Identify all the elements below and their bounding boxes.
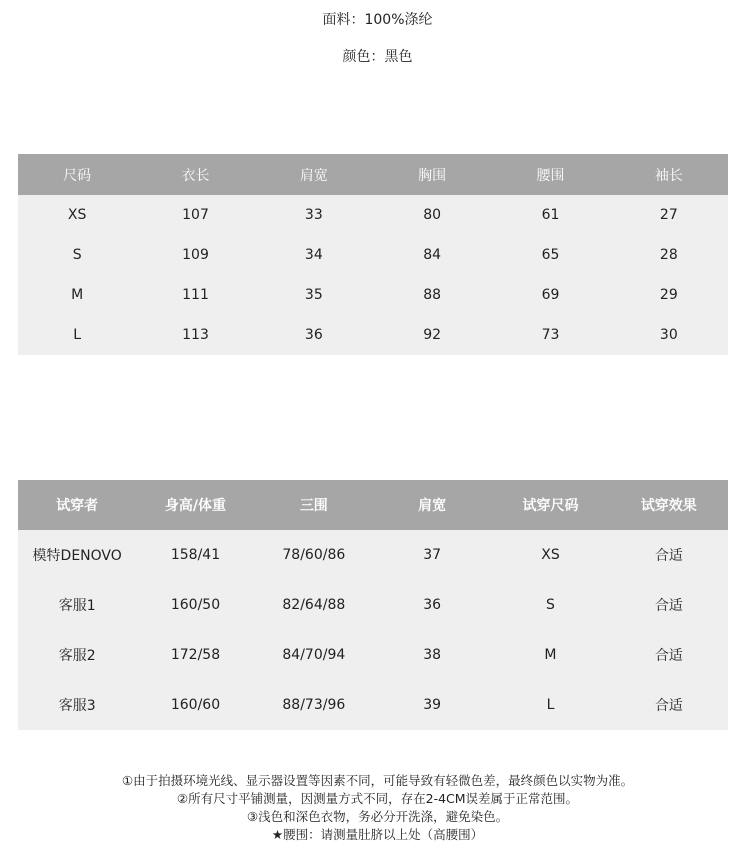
- note-measurement-error: ②所有尺寸平铺测量，因测量方式不同，存在2-4CM误差属于正常范围。: [176, 791, 579, 806]
- table-cell: 39: [373, 680, 491, 730]
- table-cell: 160/50: [136, 580, 254, 630]
- table-cell: 合适: [610, 530, 728, 580]
- table-row: [18, 235, 728, 275]
- table-cell: 84/70/94: [255, 630, 373, 680]
- table-cell: M: [18, 275, 136, 315]
- table-cell: 客服2: [18, 630, 136, 680]
- header-chest: 胸围: [373, 154, 491, 195]
- table-cell: 合适: [610, 580, 728, 630]
- note-washing: ③浅色和深色衣物，务必分开洗涤，避免染色。: [246, 809, 509, 824]
- table-cell: 82/64/88: [255, 580, 373, 630]
- table-cell: L: [18, 315, 136, 355]
- size-chart-table: [18, 154, 728, 355]
- color-spec: 颜色：黑色: [342, 49, 413, 65]
- table-cell: 61: [491, 195, 609, 235]
- header-waist: 腰围: [491, 154, 609, 195]
- table-cell: 36: [373, 580, 491, 630]
- table-cell: 158/41: [136, 530, 254, 580]
- table-row: [18, 530, 728, 580]
- note-color-difference: ①由于拍摄环境光线、显示器设置等因素不同，可能导致有轻微色差，最终颜色以实物为准。: [121, 773, 634, 788]
- fit-test-table: [18, 480, 728, 730]
- table-cell: 88/73/96: [255, 680, 373, 730]
- table-cell: 38: [373, 630, 491, 680]
- table-cell: 合适: [610, 680, 728, 730]
- table-cell: 33: [255, 195, 373, 235]
- table-cell: 78/60/86: [255, 530, 373, 580]
- table-cell: 172/58: [136, 630, 254, 680]
- table-cell: M: [491, 630, 609, 680]
- header-sleeve: 袖长: [610, 154, 728, 195]
- header-shoulder: 肩宽: [255, 154, 373, 195]
- table-cell: 88: [373, 275, 491, 315]
- table-cell: S: [491, 580, 609, 630]
- table-cell: S: [18, 235, 136, 275]
- table-cell: 109: [136, 235, 254, 275]
- table-cell: 客服3: [18, 680, 136, 730]
- table-cell: 29: [610, 275, 728, 315]
- header-length: 衣长: [136, 154, 254, 195]
- table-row: [18, 195, 728, 235]
- header-fit-result: 试穿效果: [610, 480, 728, 530]
- table-cell: 111: [136, 275, 254, 315]
- table-cell: 65: [491, 235, 609, 275]
- table-cell: 73: [491, 315, 609, 355]
- fit-test-header-row: [18, 480, 728, 530]
- table-cell: XS: [491, 530, 609, 580]
- table-cell: 合适: [610, 630, 728, 680]
- care-notes: [0, 772, 755, 844]
- header-tried-size: 试穿尺码: [491, 480, 609, 530]
- table-cell: 107: [136, 195, 254, 235]
- table-cell: 160/60: [136, 680, 254, 730]
- table-cell: 27: [610, 195, 728, 235]
- header-tester: 试穿者: [18, 480, 136, 530]
- header-size: 尺码: [18, 154, 136, 195]
- table-cell: 模特DENOVO: [18, 530, 136, 580]
- table-cell: 36: [255, 315, 373, 355]
- table-cell: 92: [373, 315, 491, 355]
- table-cell: 80: [373, 195, 491, 235]
- table-row: [18, 580, 728, 630]
- fabric-spec: 面料：100%涤纶: [322, 12, 433, 28]
- table-cell: 113: [136, 315, 254, 355]
- header-height-weight: 身高/体重: [136, 480, 254, 530]
- note-waist: ★腰围：请测量肚脐以上处（高腰围）: [271, 827, 484, 842]
- table-cell: 客服1: [18, 580, 136, 630]
- size-chart-header-row: [18, 154, 728, 195]
- table-row: [18, 680, 728, 730]
- header-shoulder: 肩宽: [373, 480, 491, 530]
- table-cell: L: [491, 680, 609, 730]
- table-row: [18, 630, 728, 680]
- table-cell: 28: [610, 235, 728, 275]
- table-cell: 37: [373, 530, 491, 580]
- header-measurements: 三围: [255, 480, 373, 530]
- table-cell: 84: [373, 235, 491, 275]
- table-row: [18, 315, 728, 355]
- table-cell: 35: [255, 275, 373, 315]
- table-row: [18, 275, 728, 315]
- table-cell: 69: [491, 275, 609, 315]
- table-cell: XS: [18, 195, 136, 235]
- table-cell: 30: [610, 315, 728, 355]
- table-cell: 34: [255, 235, 373, 275]
